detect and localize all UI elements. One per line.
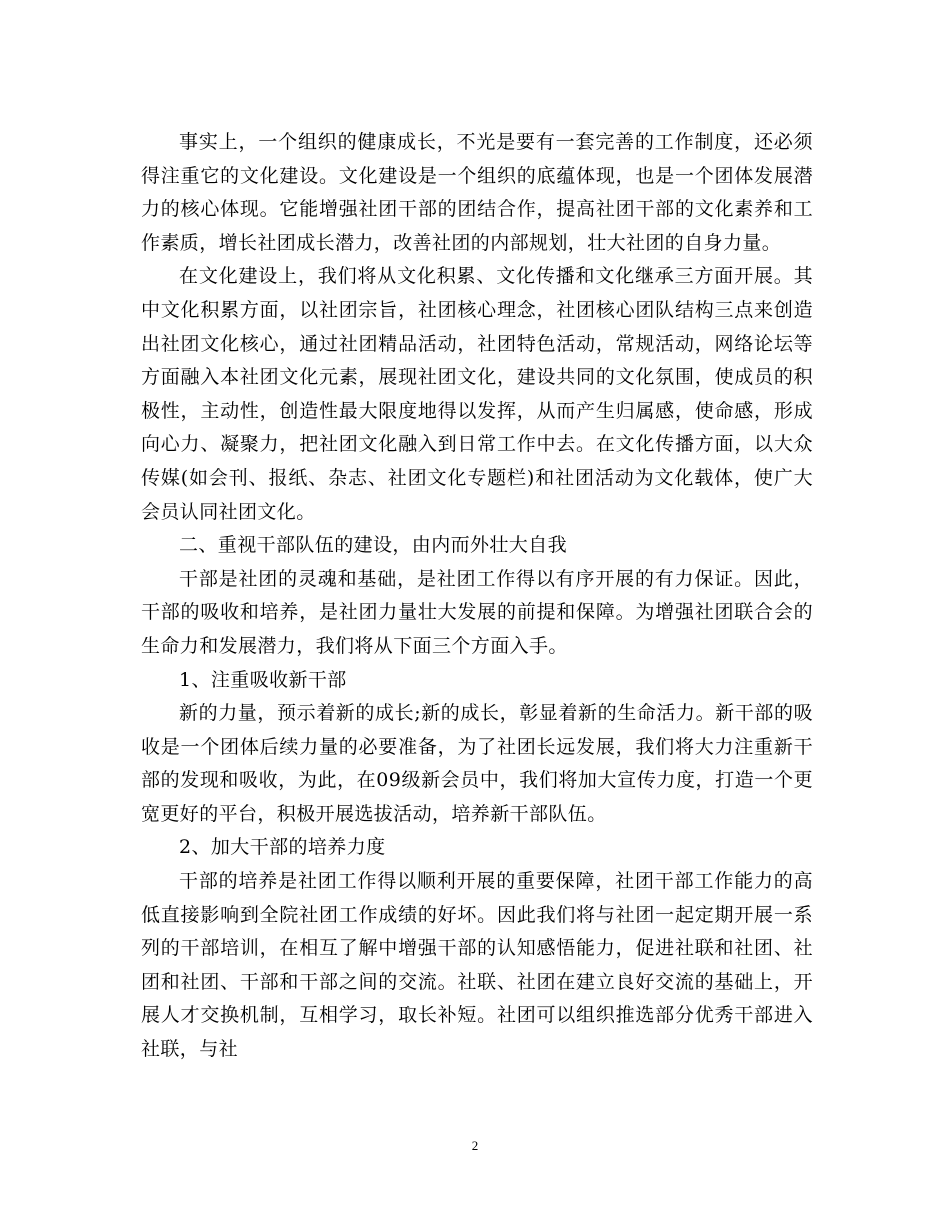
section-heading-cadre-team: 二、重视干部队伍的建设，由内而外壮大自我 — [179, 534, 568, 557]
paragraph-new-cadres: 新的力量，预示着新的成长;新的成长，彰显着新的生命活力。新干部的吸收是一个团体后续力量的必要准备，为了社团长远发展，我们将大力注重新干部的发现和吸收，为此，在09级新会员中，我们将加大宣传力度，打造一个更宽更好的平台，积极开展选拔活动，培养新干部队伍。 — [141, 702, 813, 825]
subheading-recruit-new-cadres: 1、注重吸收新干部 — [179, 668, 347, 691]
document-body — [141, 126, 813, 1067]
paragraph-cadre-foundation: 干部是社团的灵魂和基础，是社团工作得以有序开展的有力保证。因此，干部的吸收和培养，是社团力量壮大发展的前提和保障。为增强社团联合会的生命力和发展潜力，我们将从下面三个方面入手。 — [141, 567, 813, 657]
paragraph-culture-importance: 事实上，一个组织的健康成长，不光是要有一套完善的工作制度，还必须得注重它的文化建设。文化建设是一个组织的底蕴体现，也是一个团体发展潜力的核心体现。它能增强社团干部的团结合作，提高社团干部的文化素养和工作素质，增长社团成长潜力，改善社团的内部规划，壮大社团的自身力量。 — [141, 131, 813, 254]
paragraph-cadre-training: 干部的培养是社团工作得以顺利开展的重要保障，社团干部工作能力的高低直接影响到全院社团工作成绩的好坏。因此我们将与社团一起定期开展一系列的干部培训，在相互了解中增强干部的认知感悟能力，促进社联和社团、社团和社团、干部和干部之间的交流。社联、社团在建立良好交流的基础上，开展人才交换机制，互相学习，取长补短。社团可以组织推选部分优秀干部进入社联，与社 — [141, 870, 813, 1061]
page-number: 2 — [471, 1138, 479, 1153]
subheading-cadre-training: 2、加大干部的培养力度 — [179, 836, 386, 859]
paragraph-culture-construction: 在文化建设上，我们将从文化积累、文化传播和文化继承三方面开展。其中文化积累方面，以社团宗旨，社团核心理念，社团核心团队结构三点来创造出社团文化核心，通过社团精品活动，社团特色活动，常规活动，网络论坛等方面融入本社团文化元素，展现社团文化，建设共同的文化氛围，使成员的积极性，主动性，创造性最大限度地得以发挥，从而产生归属感，使命感，形成向心力、凝聚力，把社团文化融入到日常工作中去。在文化传播方面，以大众传媒(如会刊、报纸、杂志、社团文化专题栏)和社团活动为文化载体，使广大会员认同社团文化。 — [141, 265, 813, 523]
